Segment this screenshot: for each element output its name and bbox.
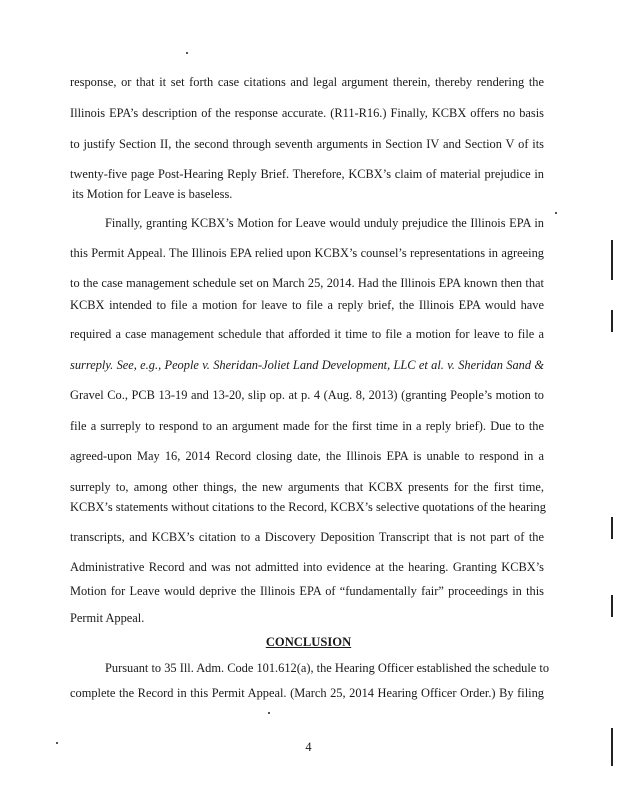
body-line-15: surreply to, among other things, the new arguments that KCBX presents for the first time, [70,480,544,494]
body-line-5: its Motion for Leave is baseless. [72,187,233,201]
change-bar [611,728,613,766]
scan-speck [268,712,270,714]
conclusion-line-2: complete the Record in this Permit Appeal. (March 25, 2014 Hearing Officer Order.) By filing [70,686,544,700]
body-line-6: Finally, granting KCBX’s Motion for Leave would unduly prejudice the Illinois EPA in [105,216,544,230]
change-bar [611,240,613,280]
body-line-20: Permit Appeal. [70,611,145,625]
body-line-14: agreed-upon May 16, 2014 Record closing date, the Illinois EPA is unable to respond in a [70,449,544,463]
change-bar [611,595,613,617]
body-line-16: KCBX’s statements without citations to the Record, KCBX’s selective quotations of the hearing [70,500,546,514]
body-line-11: surreply. See, e.g., People v. Sheridan-Joliet Land Development, LLC et al. v. Sheridan Sand & [70,358,544,372]
conclusion-line-1: Pursuant to 35 Ill. Adm. Code 101.612(a), the Hearing Officer established the schedule to [105,661,550,675]
body-line-19: Motion for Leave would deprive the Illinois EPA of “fundamentally fair” proceedings in this [70,584,544,598]
body-line-12: Gravel Co., PCB 13-19 and 13-20, slip op. at p. 4 (Aug. 8, 2013) (granting People’s motion to [70,388,544,402]
body-line-18: Administrative Record and was not admitted into evidence at the hearing. Granting KCBX’s [70,560,544,574]
body-line-4: twenty-five page Post-Hearing Reply Brief. Therefore, KCBX’s claim of material prejudice in [70,167,544,181]
conclusion-heading: CONCLUSION [265,635,352,649]
body-line-13: file a surreply to respond to an argument made for the first time in a reply brief). Due to the [70,419,544,433]
scan-speck [186,52,188,54]
body-line-10: required a case management schedule that afforded it time to file a motion for leave to file a [70,327,544,341]
scan-speck [555,212,557,214]
page-number: 4 [305,740,312,754]
body-line-17: transcripts, and KCBX’s citation to a Discovery Deposition Transcript that is not part of the [70,530,544,544]
change-bar [611,517,613,539]
body-line-3: to justify Section II, the second through seventh arguments in Section IV and Section V of its [70,137,544,151]
scan-speck [56,742,58,744]
change-bar [611,310,613,332]
body-line-7: this Permit Appeal. The Illinois EPA relied upon KCBX’s counsel’s representations in agreeing [70,246,544,260]
body-line-8: to the case management schedule set on March 25, 2014. Had the Illinois EPA known then that [70,276,544,290]
body-line-2: Illinois EPA’s description of the response accurate. (R11-R16.) Finally, KCBX offers no basis [70,106,544,120]
body-line-9: KCBX intended to file a motion for leave to file a reply brief, the Illinois EPA would have [70,298,544,312]
body-line-1: response, or that it set forth case citations and legal argument therein, thereby rendering the [70,75,544,89]
